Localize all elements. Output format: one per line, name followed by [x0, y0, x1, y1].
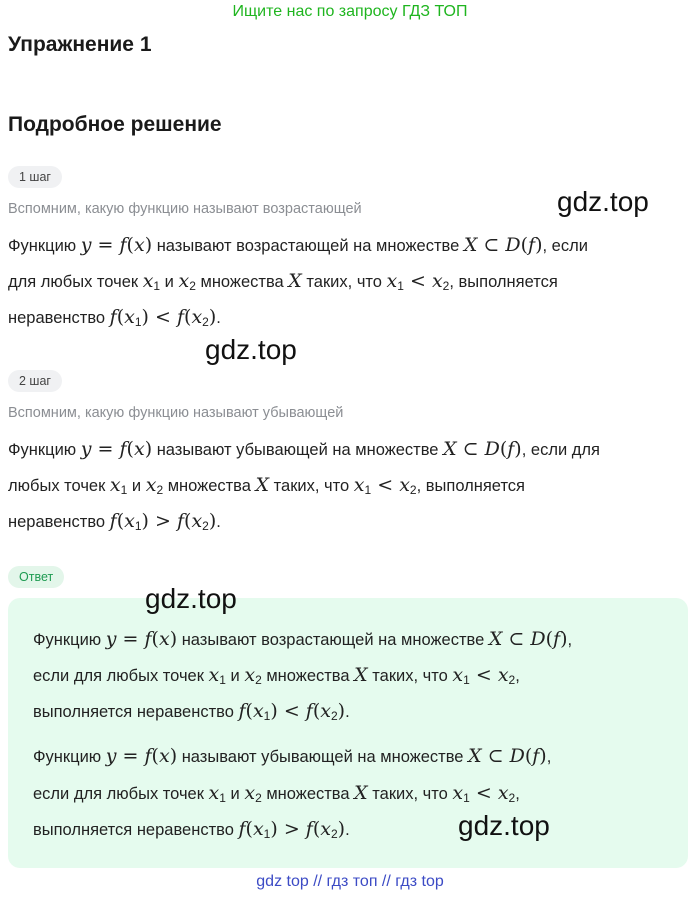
step-2-line-2: любых точек $x_1$ и $x_2$ множества X таких, что $x_1 < x_2$, выполняется	[8, 474, 525, 497]
exercise-title: Упражнение 1	[8, 33, 152, 56]
answer-line-3: выполняется неравенство $f(x_1) < f(x_2)$.	[33, 700, 350, 723]
answer-line-5: если для любых точек $x_1$ и $x_2$ множества X таких, что $x_1 < x_2$,	[33, 782, 520, 805]
step-2-badge: 2 шаг	[8, 370, 62, 392]
step-1-line-1: Функцию y = f(x) называют возрастающей на множестве X ⊂ D(f), если	[8, 234, 588, 256]
watermark: gdz.top	[145, 583, 237, 614]
watermark: gdz.top	[557, 186, 649, 217]
answer-line-2: если для любых точек $x_1$ и $x_2$ множества X таких, что $x_1 < x_2$,	[33, 664, 520, 687]
top-banner: Ищите нас по запросу ГДЗ ТОП	[232, 3, 468, 20]
step-1-line-3: неравенство $f(x_1) < f(x_2)$.	[8, 306, 221, 329]
answer-line-4: Функцию y = f(x) называют убывающей на множестве X ⊂ D(f),	[33, 745, 552, 767]
step-1-hint: Вспомним, какую функцию называют возрастающей	[8, 201, 362, 217]
watermark: gdz.top	[205, 334, 297, 365]
step-1-badge: 1 шаг	[8, 166, 62, 188]
answer-line-1: Функцию y = f(x) называют возрастающей на множестве X ⊂ D(f),	[33, 628, 573, 650]
answer-line-6: выполняется неравенство $f(x_1) > f(x_2)$.	[33, 818, 350, 841]
step-2-hint: Вспомним, какую функцию называют убывающей	[8, 405, 344, 421]
step-2-line-1: Функцию y = f(x) называют убывающей на множестве X ⊂ D(f), если для	[8, 438, 600, 460]
footer-links[interactable]: gdz top // гдз топ // гдз top	[256, 873, 444, 890]
section-title: Подробное решение	[8, 113, 222, 136]
step-2-line-3: неравенство $f(x_1) > f(x_2)$.	[8, 510, 221, 533]
watermark: gdz.top	[458, 810, 550, 841]
step-1-line-2: для любых точек $x_1$ и $x_2$ множества X таких, что $x_1 < x_2$, выполняется	[8, 270, 558, 293]
answer-badge: Ответ	[8, 566, 64, 588]
